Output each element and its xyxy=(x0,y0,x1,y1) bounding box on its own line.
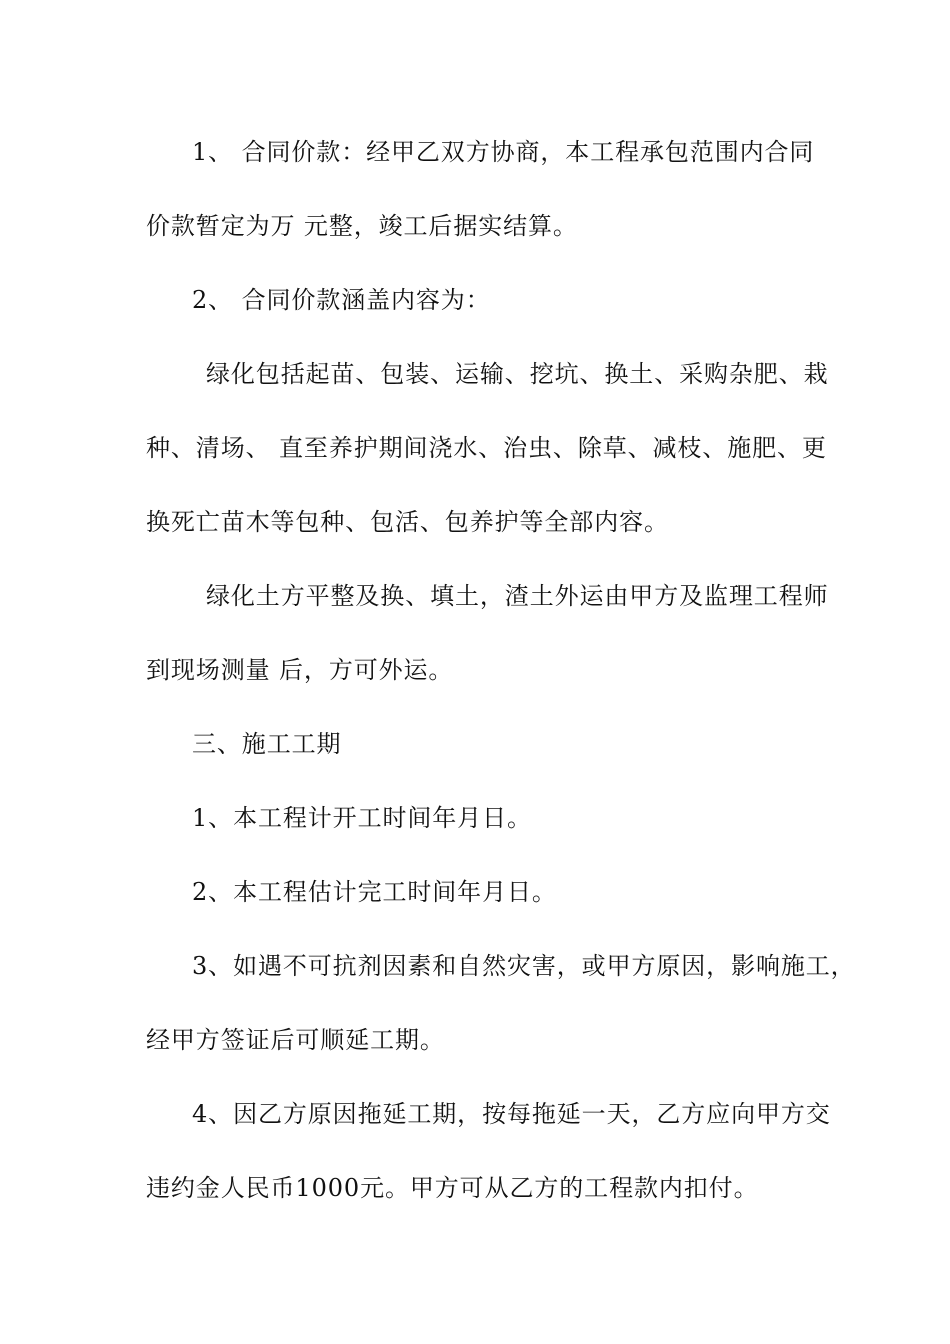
force-majeure-line-2: 经甲方签证后可顺延工期。 xyxy=(146,1026,445,1054)
earthwork-line-1: 绿化土方平整及换、填土，渣土外运由甲方及监理工程师 xyxy=(206,582,829,610)
clause-scope-heading: 2、 合同价款涵盖内容为： xyxy=(192,286,491,314)
schedule-finish-line: 2、本工程估计完工时间年月日。 xyxy=(192,878,557,906)
earthwork-line-2: 到现场测量 后，方可外运。 xyxy=(146,656,454,684)
greening-scope-line-3: 换死亡苗木等包种、包活、包养护等全部内容。 xyxy=(146,508,669,536)
greening-scope-line-2: 种、清场、 直至养护期间浇水、治虫、除草、减枝、施肥、更 xyxy=(146,434,827,462)
delay-penalty-line-1: 4、因乙方原因拖延工期，按每拖延一天，乙方应向甲方交 xyxy=(192,1100,831,1128)
schedule-start-line: 1、本工程计开工时间年月日。 xyxy=(192,804,532,832)
force-majeure-line-1: 3、如遇不可抗剂因素和自然灾害，或甲方原因，影响施工， xyxy=(192,952,856,980)
section-heading-schedule: 三、施工工期 xyxy=(192,730,342,758)
greening-scope-line-1: 绿化包括起苗、包装、运输、挖坑、换土、采购杂肥、栽 xyxy=(206,360,829,388)
delay-penalty-line-2: 违约金人民币1000元。甲方可从乙方的工程款内扣付。 xyxy=(146,1174,759,1202)
clause-price-line-1: 1、 合同价款：经甲乙双方协商，本工程承包范围内合同 xyxy=(192,138,815,166)
clause-price-line-2: 价款暂定为万 元整，竣工后据实结算。 xyxy=(146,212,578,240)
